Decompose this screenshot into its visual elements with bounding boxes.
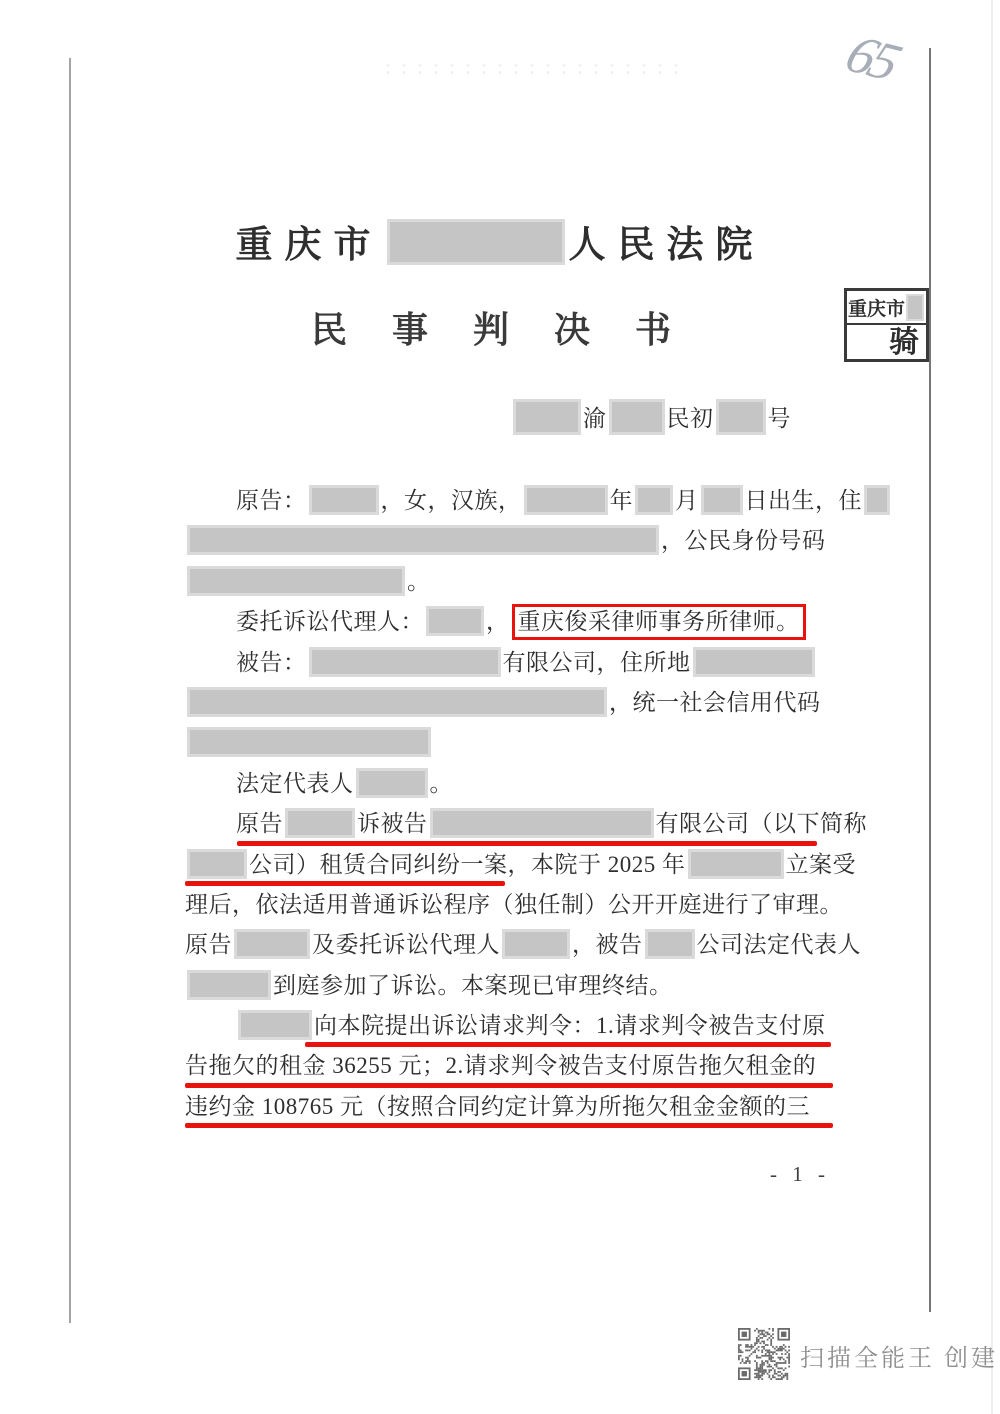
stamp-court-label: 重庆市 (848, 298, 906, 320)
body-line (185, 1006, 849, 1046)
redaction-box (238, 1010, 312, 1040)
text-run: ，被告 (572, 932, 643, 958)
text-run: ， (486, 609, 510, 635)
scan-smudge (380, 62, 690, 74)
text-run: ，女，汉族， (380, 488, 522, 513)
redaction-box (187, 970, 271, 1000)
text-run: 向本院提出诉讼请求判令：1.请求判令被告支付原 (314, 1013, 826, 1039)
text-run: ，公民身份号码 (661, 528, 826, 554)
redaction-box (635, 485, 673, 515)
text-run: 原告 (236, 811, 283, 837)
body-line (185, 885, 849, 925)
body-line (185, 966, 849, 1006)
redaction-box (309, 485, 379, 515)
text-run: 民初 (666, 406, 714, 431)
text-run: 日出生，住 (744, 488, 862, 513)
text-run: 人民法院 (568, 225, 765, 266)
case-number-line (511, 399, 791, 435)
redaction-box (187, 727, 431, 757)
text-run: 有限公司，住所地 (502, 649, 691, 675)
page-number: - 1 - (770, 1162, 830, 1186)
redaction-box (356, 768, 428, 798)
stamp-rider-char: 骑 (889, 326, 919, 359)
redaction-box (234, 929, 310, 959)
body-line (185, 1046, 849, 1086)
redaction-box (387, 219, 565, 265)
body-line (185, 521, 849, 561)
text-run: ，统一社会信用代码 (609, 689, 821, 715)
scan-edge-shadow (991, 0, 993, 1414)
text-run: 号 (767, 406, 791, 431)
text-run: 告拖欠的租金 36255 元；2.请求判令被告支付原告拖欠租金的 (185, 1053, 817, 1079)
text-run: 原告： (236, 488, 307, 513)
body-line (185, 925, 861, 965)
text-run: 到庭参加了诉讼。本案现已审理终结。 (273, 972, 673, 998)
scanner-watermark: 扫描全能王 创建 (800, 1346, 998, 1372)
text-run: 公司）租赁合同纠纷一案，本院于 2025 年 (249, 851, 686, 877)
redaction-box (426, 606, 484, 636)
body-line (185, 723, 849, 763)
redaction-box (716, 399, 766, 435)
redaction-box (502, 929, 570, 959)
text-run: 诉被告 (357, 811, 428, 837)
body-line (185, 804, 867, 844)
court-title (0, 214, 1000, 268)
redaction-box (864, 485, 890, 515)
body-line (185, 602, 849, 642)
handwritten-page-number: 65 (836, 24, 907, 92)
judgment-body (185, 481, 867, 1127)
qr-code (738, 1328, 790, 1380)
text-run: 公司法定代表人 (696, 932, 861, 958)
text-run: 被告： (236, 649, 307, 675)
redaction-box (187, 525, 659, 555)
text-run: 月 (675, 488, 699, 513)
text-run: 有限公司（以下简称 (655, 811, 867, 837)
text-run: 渝 (583, 406, 607, 431)
redaction-box (524, 485, 608, 515)
redaction-box (430, 808, 654, 838)
body-line (185, 643, 849, 683)
redaction-box (309, 647, 501, 677)
body-line (185, 683, 849, 723)
redaction-box (187, 687, 607, 717)
body-line (185, 1087, 849, 1127)
redaction-box (701, 485, 743, 515)
text-run: 原告 (185, 932, 232, 958)
redaction-box (645, 929, 695, 959)
redaction-box (513, 399, 581, 435)
redaction-box (688, 849, 784, 879)
text-run: 立案受 (785, 851, 856, 877)
red-underline (185, 1123, 833, 1128)
body-line (185, 481, 862, 521)
red-highlight-frame: 重庆俊采律师事务所律师。 (512, 604, 806, 640)
text-run: 理后，依法适用普通诉讼程序（独任制）公开开庭进行了审理。 (185, 891, 843, 917)
body-line (185, 764, 849, 804)
redaction-box (187, 566, 405, 596)
redaction-box (693, 647, 815, 677)
redaction-box (609, 399, 665, 435)
text-run: 及委托诉讼代理人 (312, 932, 500, 958)
body-line (185, 562, 849, 602)
document-type-title: 民 事 判 决 书 (310, 310, 689, 350)
text-run: 委托诉讼代理人： (236, 609, 424, 635)
text-run: 年 (609, 488, 633, 513)
body-line (185, 845, 856, 885)
redaction-box (285, 808, 355, 838)
text-run: 重庆市 (235, 225, 383, 266)
text-run: 违约金 108765 元（按照合同约定计算为所拖欠租金金额的三 (185, 1093, 810, 1119)
text-run: 。 (407, 568, 431, 594)
redaction-box (187, 849, 247, 879)
text-run: 。 (429, 770, 453, 796)
text-run: 法定代表人 (236, 770, 354, 796)
